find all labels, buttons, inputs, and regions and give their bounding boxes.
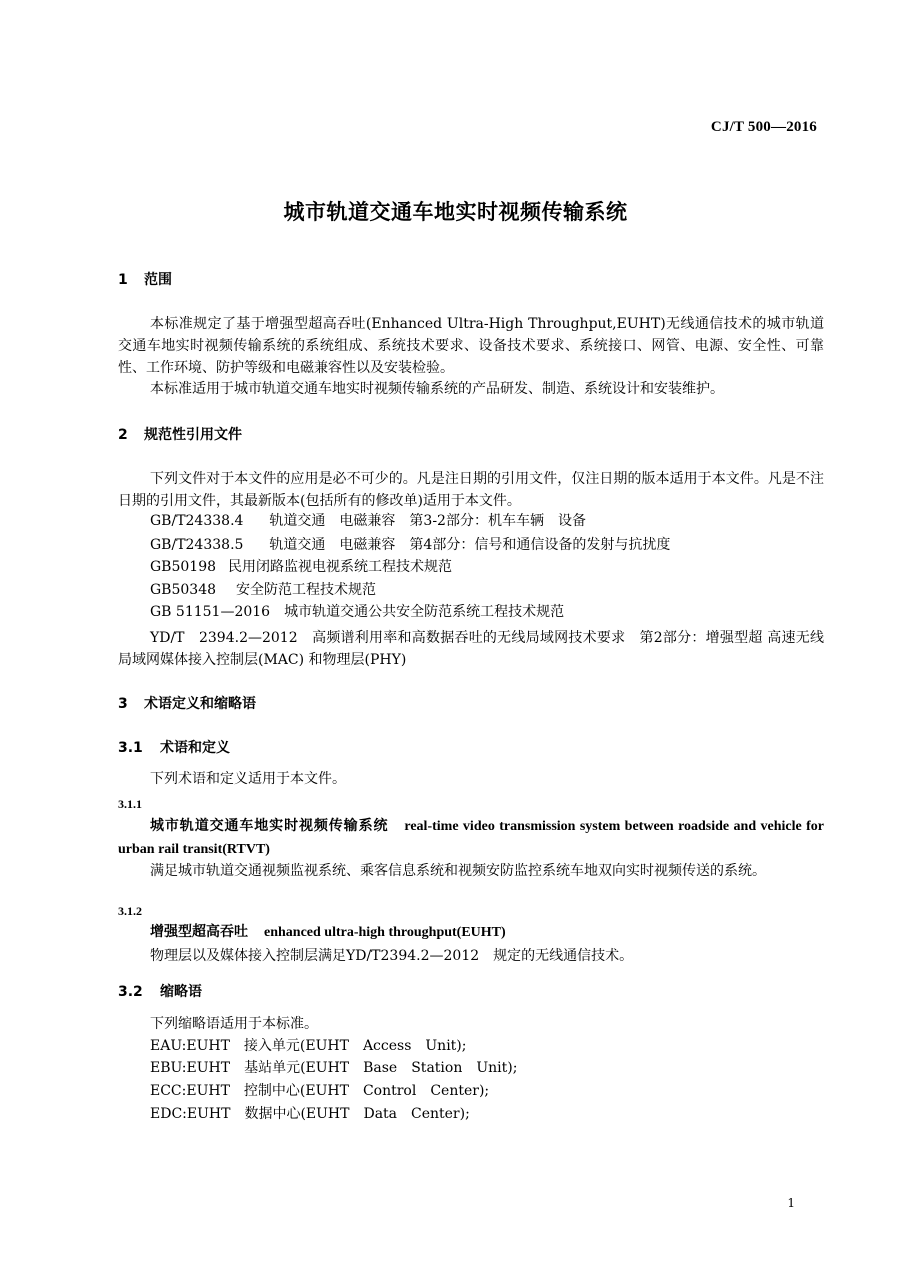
reference-title: 安全防范工程技术规范 — [236, 582, 377, 598]
abbreviations-intro: 下列缩略语适用于本标准。 — [150, 1016, 318, 1032]
term-heading — [118, 815, 824, 861]
reference-item-ydt: YD/T 2394.2—2012 高频谱利用率和高数据吞吐的无线局域网技术要求 第2部分：增强型超 高速无线局域网媒体接入控制层(MAC) 和物理层(PHY) — [118, 630, 824, 668]
scope-paragraph-1: 本标准规定了基于增强型超高吞吐(Enhanced Ultra-High Throughput,EUHT)无线通信技术的城市轨道交通车地实时视频传输系统的系统组成、系统技术要求、设备技术要求、系统接口、网管、电源、安全性、可靠性、工作环境、防护等级和电磁兼容性以及安装检验。 — [118, 316, 824, 376]
section-title: 规范性引用文件 — [144, 427, 242, 443]
reference-title: 民用闭路监视电视系统工程技术规范 — [228, 559, 453, 575]
section-title: 术语定义和缩略语 — [144, 696, 256, 712]
reference-code: GB/T24338.4 — [150, 513, 244, 529]
normative-references-intro: 下列文件对于本文件的应用是必不可少的。凡是注日期的引用文件，仅注日期的版本适用于本文件。凡是不注日期的引用文件，其最新版本(包括所有的修改单)适用于本文件。 — [118, 471, 824, 509]
term-english: real-time video transmission system between roadside and vehicle for urban rail transit(RTVT) — [118, 819, 824, 857]
term-heading — [118, 921, 824, 944]
reference-title: 城市轨道交通公共安全防范系统工程技术规范 — [284, 604, 565, 620]
reference-title: 轨道交通 电磁兼容 第4部分：信号和通信设备的发射与抗扰度 — [269, 537, 671, 553]
subsection-3-1-heading — [118, 737, 230, 757]
reference-code: GB/T24338.5 — [150, 537, 244, 553]
section-3-heading — [118, 693, 256, 713]
subsection-number: 3.1 — [118, 740, 143, 756]
section-number: 2 — [118, 427, 128, 443]
abbreviation-item: EAU:EUHT 接入单元(EUHT Access Unit); — [150, 1038, 467, 1054]
section-number: 3 — [118, 696, 128, 712]
subsection-3-2-heading — [118, 981, 202, 1001]
section-number: 1 — [118, 272, 128, 288]
term-chinese: 城市轨道交通车地实时视频传输系统 — [150, 818, 389, 834]
abbreviation-item: EDC:EUHT 数据中心(EUHT Data Center); — [150, 1106, 470, 1122]
reference-item — [150, 601, 564, 623]
section-title: 范围 — [144, 272, 172, 288]
page-number: 1 — [787, 1196, 795, 1210]
reference-code: GB 51151—2016 — [150, 604, 271, 620]
subsection-title: 缩略语 — [160, 984, 202, 1000]
scope-paragraph-2: 本标准适用于城市轨道交通车地实时视频传输系统的产品研发、制造、系统设计和安装维护。 — [150, 381, 724, 397]
abbreviation-item: ECC:EUHT 控制中心(EUHT Control Center); — [150, 1083, 490, 1099]
document-title: 城市轨道交通车地实时视频传输系统 — [283, 200, 628, 224]
reference-item — [150, 556, 452, 578]
reference-item — [150, 579, 376, 601]
term-chinese: 增强型超高吞吐 — [150, 924, 248, 940]
standard-code: CJ/T 500—2016 — [710, 119, 817, 135]
subsection-title: 术语和定义 — [160, 740, 230, 756]
reference-item — [150, 534, 670, 556]
section-2-heading — [118, 424, 242, 444]
term-definition: 满足城市轨道交通视频监视系统、乘客信息系统和视频安防监控系统车地双向实时视频传送的系统。 — [150, 863, 766, 879]
abbreviation-item: EBU:EUHT 基站单元(EUHT Base Station Unit); — [150, 1060, 518, 1076]
subsection-number: 3.2 — [118, 984, 143, 1000]
term-number: 3.1.1 — [118, 797, 142, 811]
reference-code: GB50348 — [150, 582, 217, 598]
section-1-heading — [118, 269, 172, 289]
reference-item — [150, 510, 586, 532]
reference-code: GB50198 — [150, 559, 217, 575]
terms-intro: 下列术语和定义适用于本文件。 — [150, 771, 346, 787]
term-definition: 物理层以及媒体接入控制层满足YD/T2394.2—2012 规定的无线通信技术。 — [150, 948, 634, 964]
term-number: 3.1.2 — [118, 904, 142, 918]
term-english: enhanced ultra-high throughput(EUHT) — [264, 925, 506, 940]
reference-title: 轨道交通 电磁兼容 第3-2部分：机车车辆 设备 — [269, 513, 586, 529]
